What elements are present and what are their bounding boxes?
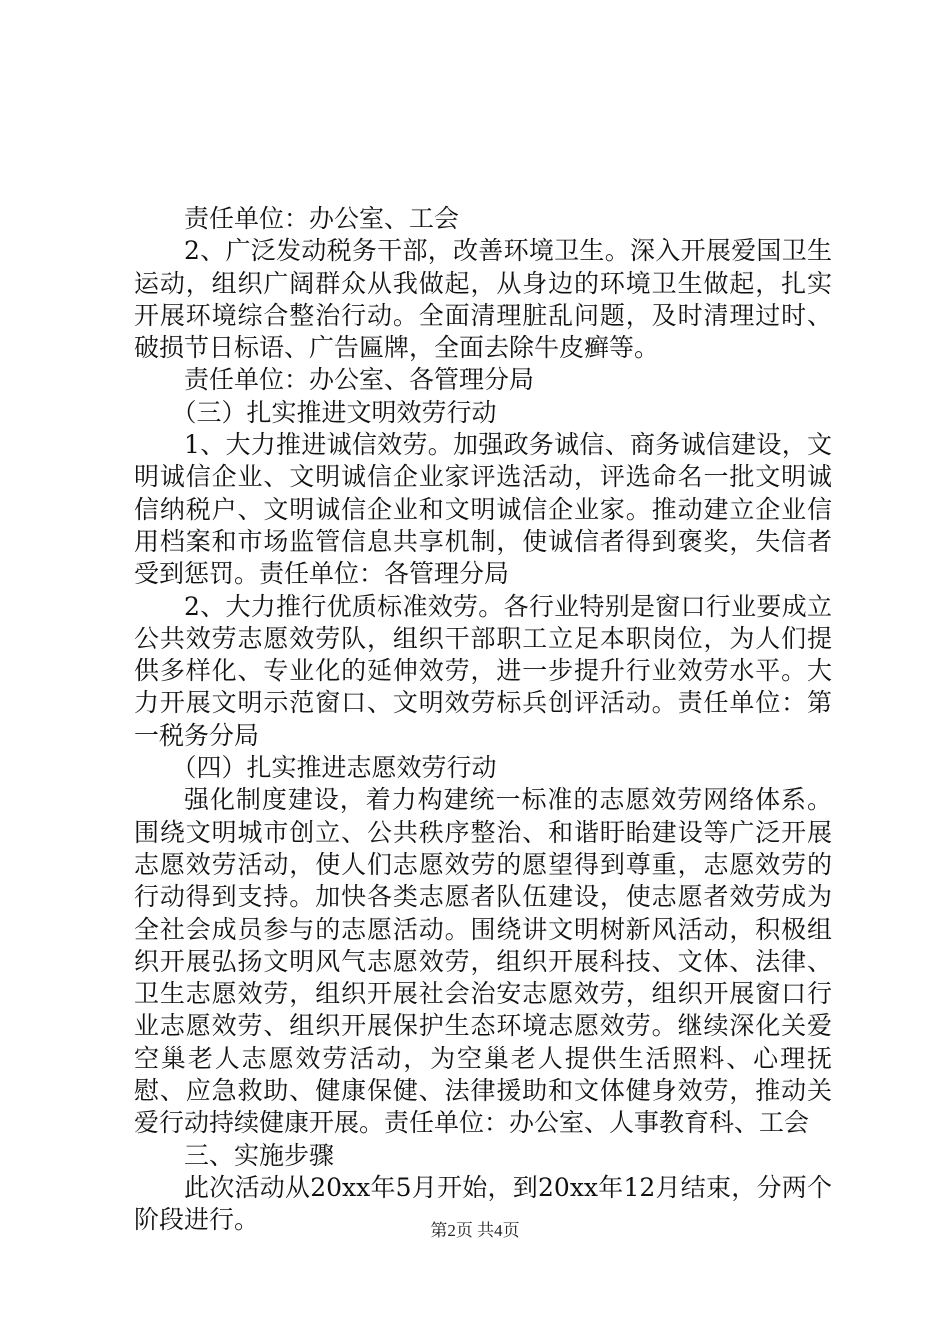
paragraph-item: 2、大力推行优质标准效劳。各行业特别是窗口行业要成立公共效劳志愿效劳队，组织干部职工立足本职岗位，为人们提供多样化、专业化的延伸效劳，进一步提升行业效劳水平。大力开展文明示范窗口、文明效劳标兵创评活动。责任单位：第一税务分局 [134,591,832,750]
paragraph-item: 2、广泛发动税务干部，改善环境卫生。深入开展爱国卫生运动，组织广阔群众从我做起，从身边的环境卫生做起，扎实开展环境综合整治行动。全面清理脏乱问题，及时清理过时、破损节日标语、广告匾牌，全面去除牛皮癣等。 [134,236,832,363]
section-heading-steps: 三、实施步骤 [184,1140,335,1170]
section-heading: （四）扎实推进志愿效劳行动 [171,753,497,783]
paragraph-item: 1、大力推进诚信效劳。加强政务诚信、商务诚信建设，文明诚信企业、文明诚信企业家评选活动，评选命名一批文明诚信纳税户、文明诚信企业和文明诚信企业家。推动建立企业信用档案和市场监管信息共享机制，使诚信者得到褒奖，失信者受到惩罚。责任单位：各管理分局 [134,430,832,589]
document-body [134,203,832,1237]
paragraph-responsible-unit: 责任单位：办公室、各管理分局 [184,365,535,395]
paragraph-item: 此次活动从20xx年5月开始，到20xx年12月结束，分两个阶段进行。 [134,1172,832,1235]
paragraph-responsible-unit: 责任单位：办公室、工会 [184,204,460,233]
page-footer [0,1216,950,1241]
paragraph-item: 强化制度建设，着力构建统一标准的志愿效劳网络体系。围绕文明城市创立、公共秩序整治、和谐盱眙建设等广泛开展志愿效劳活动，使人们志愿效劳的愿望得到尊重，志愿效劳的行动得到支持。加快各类志愿者队伍建设，使志愿者效劳成为全社会成员参与的志愿活动。围绕讲文明树新风活动，积极组织开展弘扬文明风气志愿效劳，组织开展科技、文体、法律、卫生志愿效劳，组织开展社会治安志愿效劳，组织开展窗口行业志愿效劳、组织开展保护生态环境志愿效劳。继续深化关爱空巢老人志愿效劳活动，为空巢老人提供生活照料、心理抚慰、应急救助、健康保健、法律援助和文体健身效劳，推动关爱行动持续健康开展。责任单位：办公室、人事教育科、工会 [134,785,832,1138]
page-number-label: 第2页 共4页 [430,1221,520,1240]
section-heading: （三）扎实推进文明效劳行动 [171,397,497,427]
